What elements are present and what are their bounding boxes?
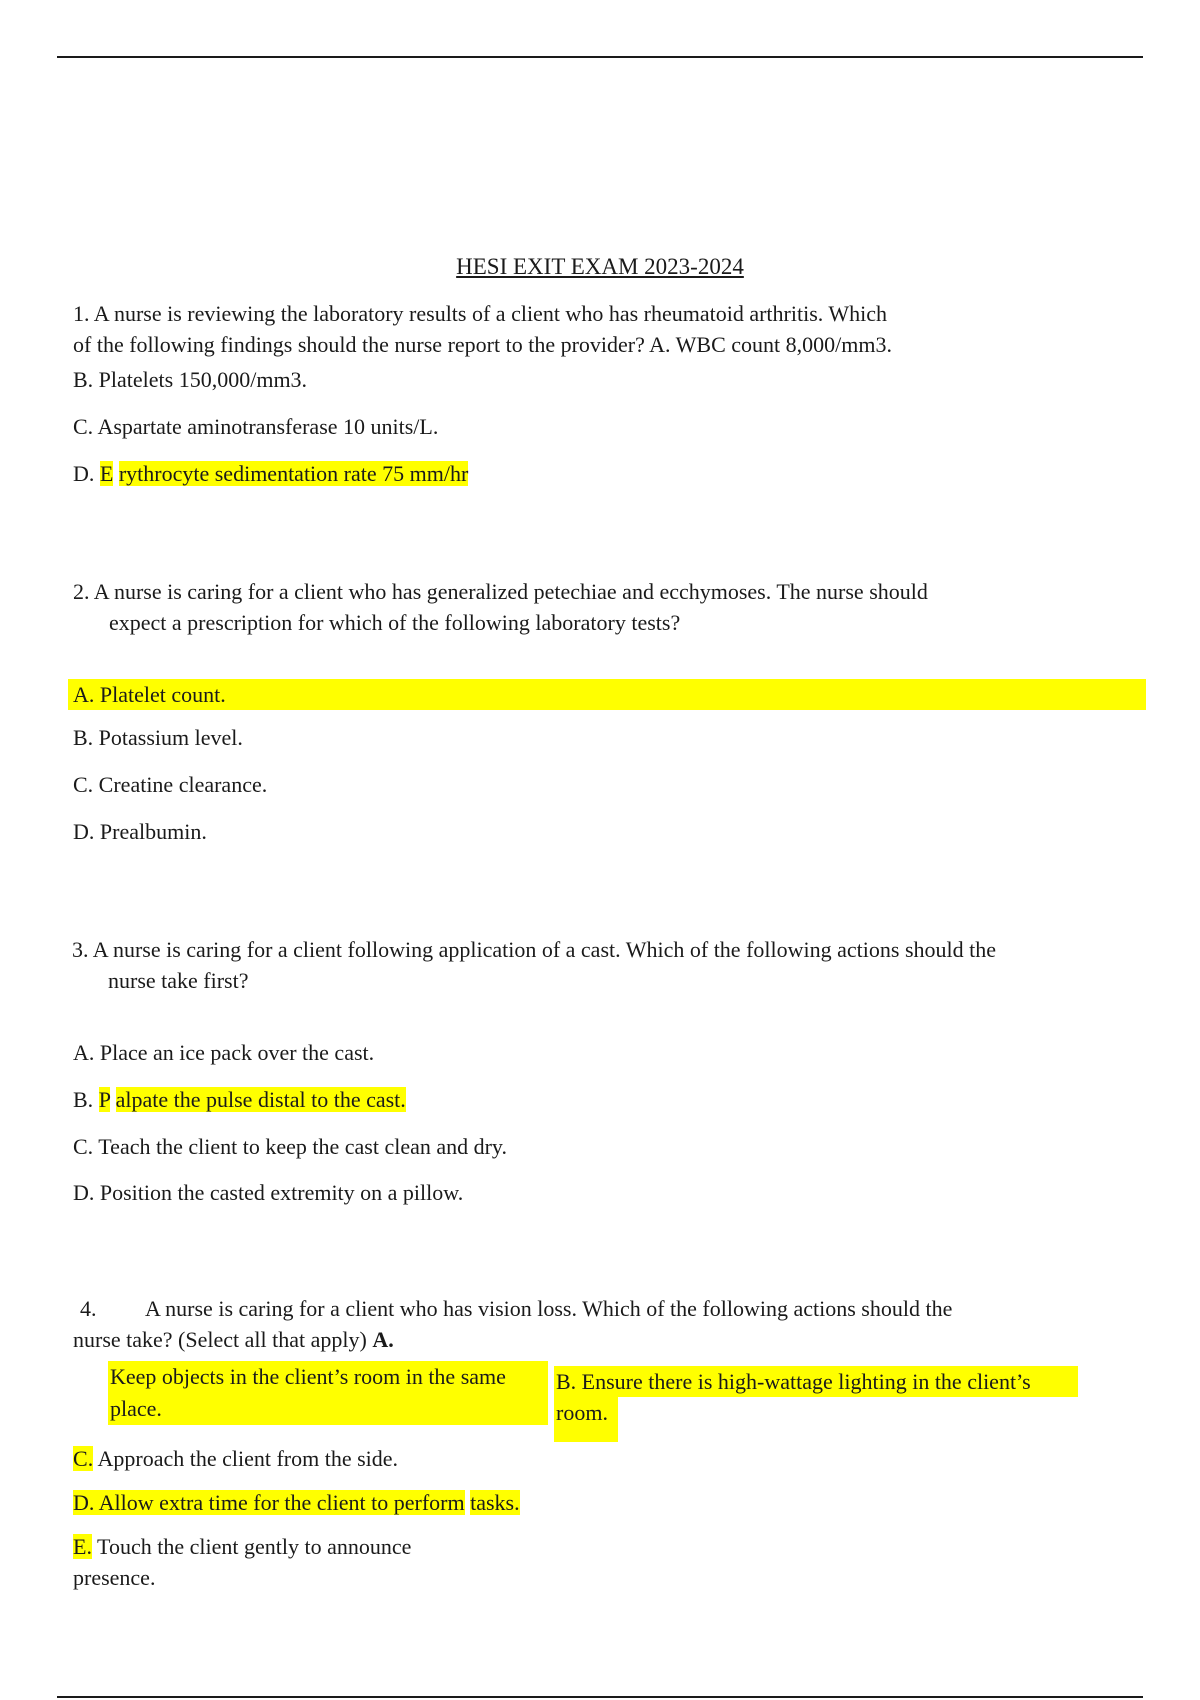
q1-option-d <box>73 458 468 489</box>
q3-option-b-letter: P <box>98 1087 111 1112</box>
q1-option-d-rest: rythrocyte sedimentation rate 75 mm/hr <box>118 461 469 486</box>
q4-option-b-line2: room. <box>556 1400 608 1425</box>
q2-option-a: A. Platelet count. <box>73 682 226 707</box>
q2-option-b: B. Potassium level. <box>73 725 243 750</box>
q3-stem-line1: 3. A nurse is caring for a client following application of a cast. Which of the following actions should the <box>72 937 996 962</box>
q2-option-c: C. Creatine clearance. <box>73 772 268 797</box>
q4-option-c <box>73 1443 398 1474</box>
q4-option-a-line2: place. <box>110 1396 162 1421</box>
q1-option-d-prefix: D. <box>73 461 100 486</box>
q4-stem-line2-bold: A. <box>372 1327 394 1352</box>
q4-option-e <box>73 1531 411 1562</box>
q4-option-d-part1: D. Allow extra time for the client to perform <box>73 1490 465 1515</box>
page-title: HESI EXIT EXAM 2023-2024 <box>456 254 744 279</box>
q4-option-b-line1: B. Ensure there is high-wattage lighting in the client’s <box>556 1369 1031 1394</box>
q4-option-c-rest: Approach the client from the side. <box>93 1446 399 1471</box>
q3-stem-line2: nurse take first? <box>108 968 249 993</box>
q1-option-b: B. Platelets 150,000/mm3. <box>73 367 308 392</box>
q1-option-d-letter: E <box>99 461 114 486</box>
q4-option-e-letter: E <box>73 1534 87 1559</box>
q2-answer-highlight <box>68 679 1146 710</box>
q3-option-b-prefix: B. <box>73 1087 99 1112</box>
q4-stem-line2-text: nurse take? (Select all that apply) <box>73 1327 373 1352</box>
q3-option-a: A. Place an ice pack over the cast. <box>73 1040 375 1065</box>
q4-stem-line1: A nurse is caring for a client who has vision loss. Which of the following actions should the <box>145 1296 953 1321</box>
q3-option-b-rest: alpate the pulse distal to the cast. <box>115 1087 406 1112</box>
q2-option-d: D. Prealbumin. <box>73 819 207 844</box>
q4-option-d <box>73 1487 520 1518</box>
q2-stem-line1: 2. A nurse is caring for a client who has generalized petechiae and ecchymoses. The nurse should <box>73 579 928 604</box>
q4-option-c-dot: . <box>87 1446 94 1471</box>
q3-option-b <box>73 1084 406 1115</box>
q3-option-c: C. Teach the client to keep the cast clean and dry. <box>73 1134 508 1159</box>
q4-option-d-part2: tasks. <box>470 1490 520 1515</box>
q4-number: 4. <box>80 1296 97 1321</box>
q4-option-c-letter: C <box>73 1446 88 1471</box>
q4-option-a-line1: Keep objects in the client’s room in the same <box>110 1364 506 1389</box>
bottom-rule <box>57 1696 1143 1698</box>
top-rule <box>57 56 1143 58</box>
q4-option-e-line2: presence. <box>73 1565 156 1590</box>
q1-stem-line2: of the following findings should the nurse report to the provider? A. WBC count 8,000/mm3. <box>73 332 892 357</box>
q4-option-e-rest: Touch the client gently to announce <box>91 1534 412 1559</box>
q3-option-d: D. Position the casted extremity on a pillow. <box>73 1180 464 1205</box>
q4-option-e-dot: . <box>86 1534 92 1559</box>
q1-stem-line1: 1. A nurse is reviewing the laboratory results of a client who has rheumatoid arthritis. Which <box>73 301 888 326</box>
q1-option-c: C. Aspartate aminotransferase 10 units/L. <box>73 414 439 439</box>
q4-stem-line2 <box>73 1324 394 1355</box>
q2-stem-line2: expect a prescription for which of the following laboratory tests? <box>109 610 681 635</box>
